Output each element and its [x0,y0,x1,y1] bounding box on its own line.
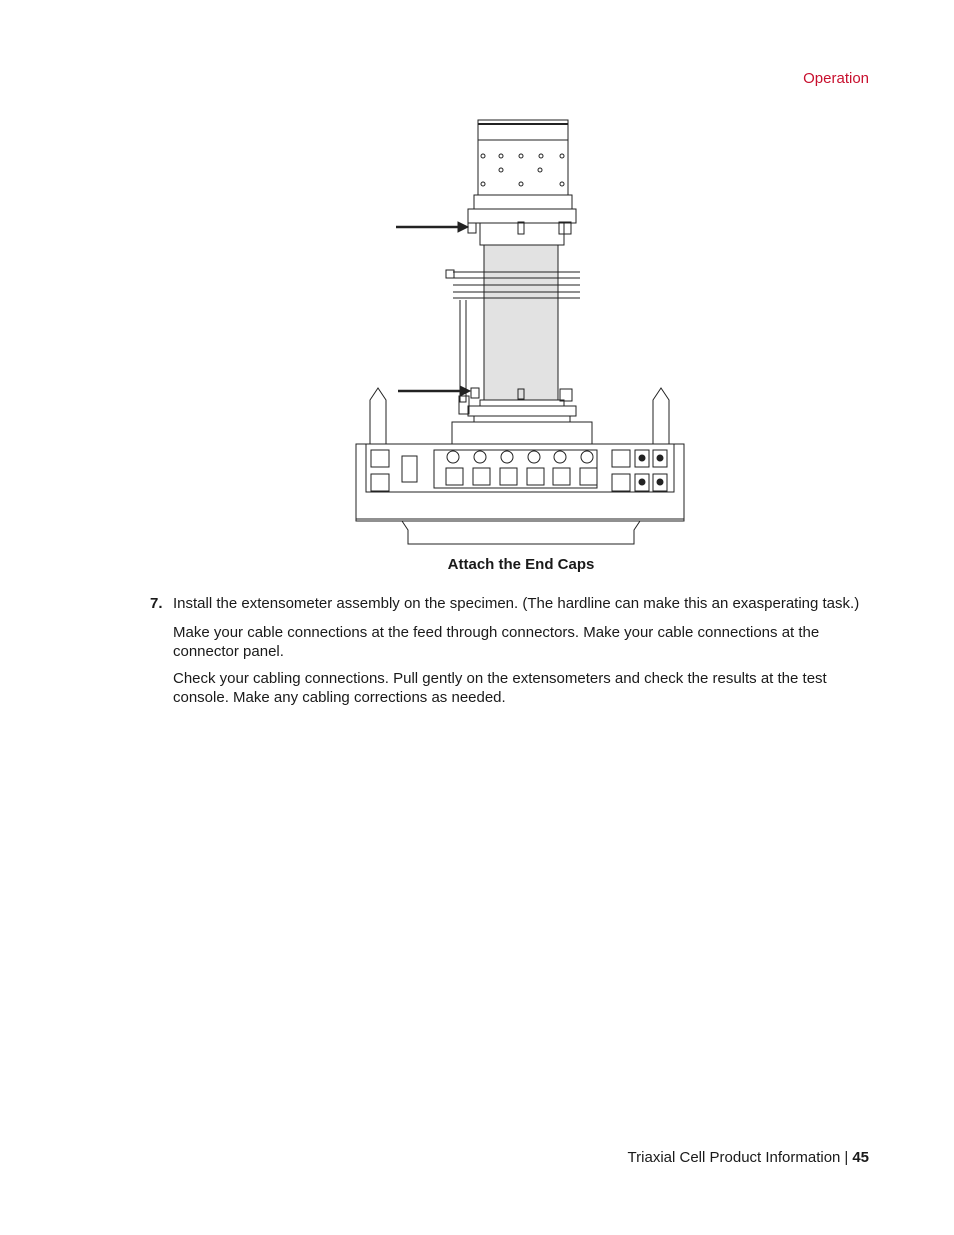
bottom-end-cap-flange [468,406,576,416]
specimen-chamber [484,245,558,400]
triaxial-cell-illustration [340,110,700,550]
figure-caption: Attach the End Caps [447,556,595,573]
step-number: 7. [150,595,163,612]
connector-panel [366,444,674,492]
top-end-cap-bolt [468,223,476,233]
page-footer [628,1149,869,1166]
triaxial-cell-figure [340,110,700,550]
step-paragraph: Make your cable connections at the feed through connectors. Make your cable connections at the connector panel. [173,624,820,660]
running-header-section: Operation [803,70,869,87]
bottom-end-cap-bolt [471,388,479,398]
step-paragraph: Check your cabling connections. Pull gently on the extensometers and check the results at the test console. Make any cabling corrections as needed. [173,670,827,706]
left-post [370,388,386,444]
footer-doc-title: Triaxial Cell Product Information [627,1149,841,1166]
right-post [653,388,669,444]
load-cell-housing [478,140,568,195]
power-inlet [402,456,417,482]
top-end-cap-flange [468,209,576,223]
base-foot [402,521,640,544]
page-number: 45 [852,1149,869,1166]
footer-separator: | [844,1149,849,1166]
step-text: Install the extensometer assembly on the specimen. (The hardline can make this an exasperating task.) [173,595,860,612]
